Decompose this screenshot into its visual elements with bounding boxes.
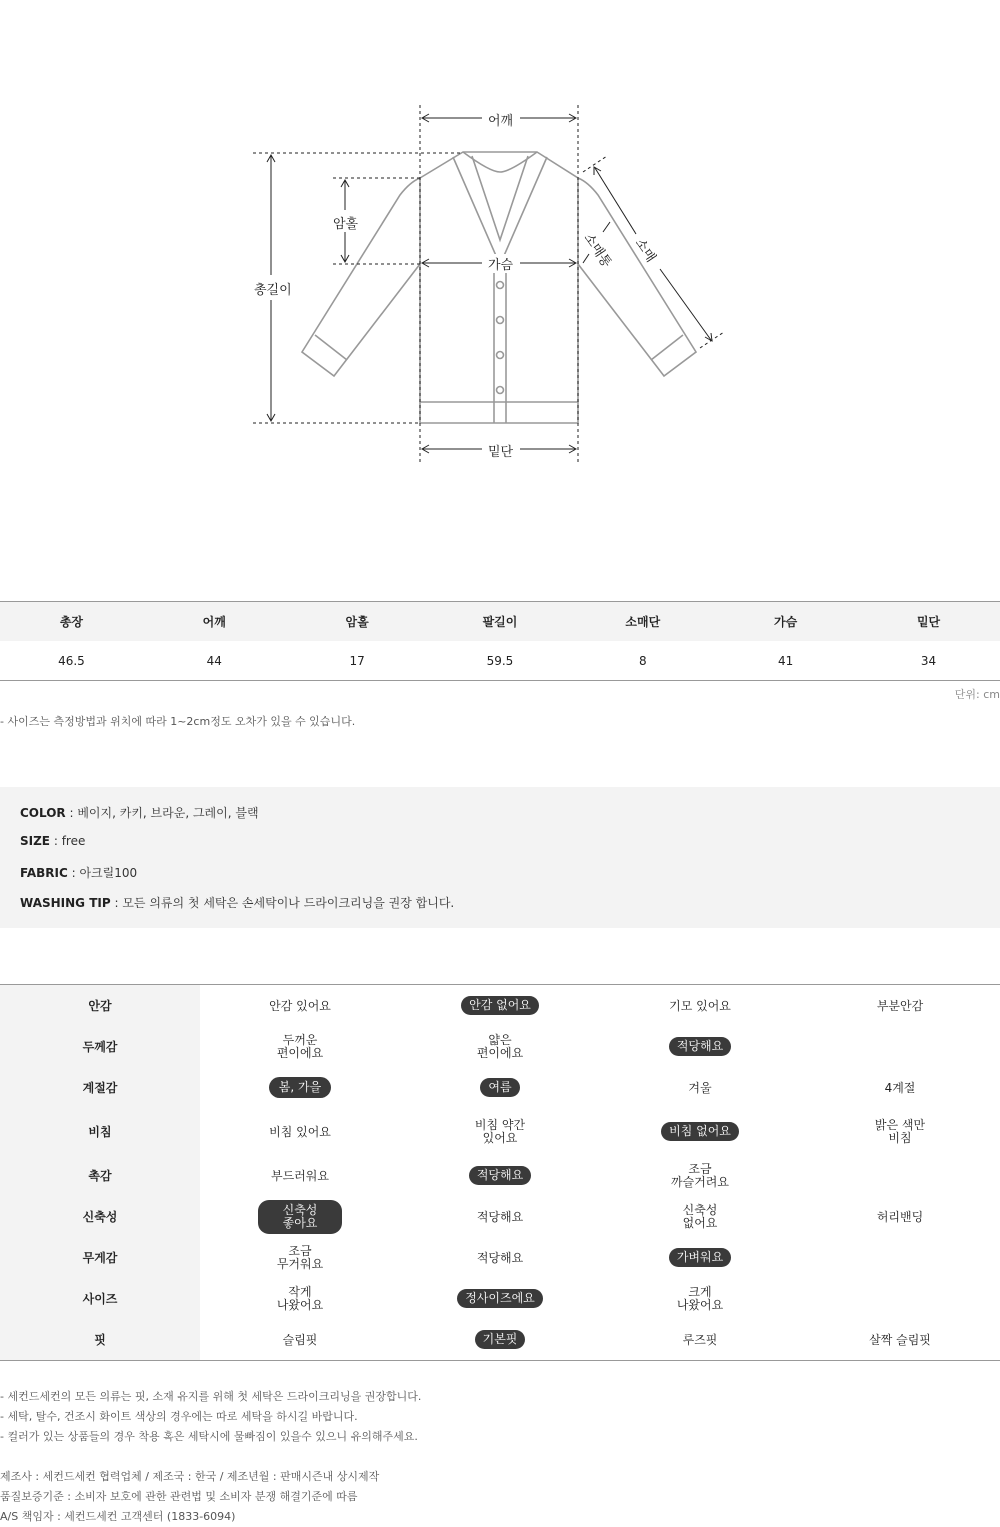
size-table — [0, 601, 1000, 681]
feature-cell — [800, 1108, 1000, 1155]
feature-option: 얇은 편이에요 — [476, 1032, 524, 1060]
feature-row — [0, 1026, 1000, 1067]
feature-option: 신축성 없어요 — [682, 1202, 718, 1230]
feature-row — [0, 1278, 1000, 1319]
size-label: SIZE — [20, 834, 51, 848]
feature-cell — [200, 1237, 400, 1278]
feature-option: 안감 있어요 — [269, 998, 331, 1013]
label-hem: 밑단 — [486, 441, 515, 460]
feature-option: 밝은 색만 비침 — [874, 1117, 926, 1145]
footer-note: - 컬러가 있는 상품들의 경우 착용 혹은 세탁시에 물빠짐이 있을수 있으니 유의해주세요. — [0, 1430, 418, 1443]
feature-row — [0, 1067, 1000, 1108]
feature-option-selected: 봄, 가을 — [269, 1077, 331, 1098]
feature-cell — [400, 1278, 600, 1319]
feature-cell — [200, 1196, 400, 1237]
feature-option: 살짝 슬림핏 — [869, 1332, 931, 1347]
feature-cell — [600, 1026, 800, 1067]
feature-row — [0, 1237, 1000, 1278]
feature-cell — [400, 1196, 600, 1237]
feature-option-selected: 가벼워요 — [669, 1248, 731, 1267]
feature-cell — [800, 1237, 1000, 1278]
feature-row — [0, 985, 1000, 1027]
feature-option: 루즈핏 — [682, 1332, 718, 1347]
feature-cell — [400, 1026, 600, 1067]
cardigan-illustration-icon — [0, 0, 1000, 560]
feature-cell — [200, 1155, 400, 1196]
feature-cell — [600, 1319, 800, 1361]
label-chest: 가슴 — [486, 254, 515, 273]
feature-cell — [400, 985, 600, 1027]
size-table-row — [0, 641, 1000, 681]
feature-table — [0, 984, 1000, 1361]
feature-option: 허리밴딩 — [876, 1209, 924, 1224]
feature-label: 비침 — [0, 1108, 200, 1155]
size-value: 17 — [286, 641, 429, 681]
feature-option: 슬림핏 — [282, 1332, 318, 1347]
size-header: 암홀 — [286, 602, 429, 642]
size-value: 44 — [143, 641, 286, 681]
feature-label: 안감 — [0, 985, 200, 1027]
feature-option-selected: 여름 — [480, 1078, 519, 1097]
feature-cell — [600, 985, 800, 1027]
feature-cell — [400, 1319, 600, 1361]
feature-cell — [200, 1067, 400, 1108]
feature-option: 기모 있어요 — [669, 998, 731, 1013]
feature-option: 4계절 — [884, 1080, 916, 1095]
size-value: 41 — [714, 641, 857, 681]
feature-cell — [200, 1278, 400, 1319]
color-value: : 베이지, 카키, 브라운, 그레이, 블랙 — [65, 806, 259, 820]
feature-label: 촉감 — [0, 1155, 200, 1196]
feature-row — [0, 1108, 1000, 1155]
feature-cell — [600, 1067, 800, 1108]
feature-cell — [800, 1319, 1000, 1361]
label-total-length: 총길이 — [252, 279, 294, 298]
fabric-value: : 아크릴100 — [67, 866, 138, 880]
washing-label: WASHING TIP — [20, 896, 111, 910]
feature-option-selected: 정사이즈에요 — [457, 1289, 543, 1308]
label-sleeve-cuff: 소매통 — [580, 230, 614, 271]
feature-cell — [800, 1155, 1000, 1196]
feature-label: 핏 — [0, 1319, 200, 1361]
feature-cell — [600, 1196, 800, 1237]
feature-option: 적당해요 — [476, 1209, 524, 1224]
feature-cell — [400, 1108, 600, 1155]
footer-note: - 세탁, 탈수, 건조시 화이트 색상의 경우에는 따로 세탁을 하시길 바랍니다. — [0, 1410, 358, 1423]
fabric-row — [20, 864, 137, 881]
feature-option: 크게 나왔어요 — [676, 1284, 724, 1312]
size-value: 59.5 — [429, 641, 572, 681]
feature-option-selected: 기본핏 — [475, 1330, 526, 1349]
fabric-label: FABRIC — [20, 866, 68, 880]
size-diagram — [0, 0, 1000, 560]
feature-label: 두께감 — [0, 1026, 200, 1067]
as-info: A/S 책임자 : 세컨드세컨 고객센터 (1833-6094) — [0, 1510, 236, 1523]
size-header: 팔길이 — [429, 602, 572, 642]
feature-cell — [800, 985, 1000, 1027]
feature-cell — [400, 1155, 600, 1196]
feature-option: 작게 나왔어요 — [276, 1284, 324, 1312]
feature-option-selected: 적당해요 — [669, 1037, 731, 1056]
color-label: COLOR — [20, 806, 66, 820]
feature-row — [0, 1196, 1000, 1237]
size-header: 어깨 — [143, 602, 286, 642]
label-armhole: 암홀 — [331, 213, 360, 232]
feature-label: 신축성 — [0, 1196, 200, 1237]
feature-cell — [200, 1108, 400, 1155]
washing-value: : 모든 의류의 첫 세탁은 손세탁이나 드라이크리닝을 권장 합니다. — [110, 896, 455, 910]
feature-cell — [200, 985, 400, 1027]
size-header: 밑단 — [857, 602, 1000, 642]
size-note: - 사이즈는 측정방법과 위치에 따라 1~2cm정도 오차가 있을 수 있습니다. — [0, 715, 356, 728]
feature-label: 계절감 — [0, 1067, 200, 1108]
feature-cell — [600, 1237, 800, 1278]
feature-label: 사이즈 — [0, 1278, 200, 1319]
feature-option-selected: 비침 없어요 — [661, 1122, 739, 1141]
label-sleeve: 소매 — [631, 236, 659, 266]
washing-row — [20, 894, 454, 911]
warranty-info: 품질보증기준 : 소비자 보호에 관한 관련법 및 소비자 분쟁 해결기준에 따름 — [0, 1490, 358, 1503]
size-value: 34 — [857, 641, 1000, 681]
feature-cell — [200, 1026, 400, 1067]
feature-option: 두꺼운 편이에요 — [276, 1032, 324, 1060]
feature-option: 적당해요 — [476, 1250, 524, 1265]
feature-cell — [800, 1026, 1000, 1067]
size-header: 소매단 — [571, 602, 714, 642]
color-row — [20, 804, 259, 821]
feature-option: 비침 있어요 — [269, 1124, 331, 1139]
size-value: : free — [50, 834, 86, 848]
feature-cell — [400, 1067, 600, 1108]
feature-option: 겨울 — [688, 1080, 712, 1095]
size-row — [20, 834, 85, 848]
feature-option: 비침 약간 있어요 — [474, 1117, 526, 1145]
feature-option: 조금 까슬거려요 — [671, 1161, 729, 1189]
size-value: 46.5 — [0, 641, 143, 681]
feature-row — [0, 1155, 1000, 1196]
size-header: 총장 — [0, 602, 143, 642]
feature-option: 부드러워요 — [271, 1168, 329, 1183]
label-shoulder: 어깨 — [486, 110, 515, 129]
feature-option-selected: 적당해요 — [469, 1166, 531, 1185]
feature-option-selected: 신축성 좋아요 — [258, 1200, 342, 1234]
feature-cell — [400, 1237, 600, 1278]
feature-cell — [800, 1067, 1000, 1108]
feature-label: 무게감 — [0, 1237, 200, 1278]
product-info — [0, 787, 1000, 928]
feature-cell — [200, 1319, 400, 1361]
unit-label: 단위: cm — [954, 688, 1000, 701]
size-value: 8 — [571, 641, 714, 681]
feature-cell — [800, 1196, 1000, 1237]
maker-info: 제조사 : 세컨드세컨 협력업체 / 제조국 : 한국 / 제조년월 : 판매시즌내 상시제작 — [0, 1470, 380, 1483]
size-header: 가슴 — [714, 602, 857, 642]
feature-option: 부분안감 — [876, 998, 924, 1013]
footer-note: - 세컨드세컨의 모든 의류는 핏, 소재 유지를 위해 첫 세탁은 드라이크리닝을 권장합니다. — [0, 1390, 422, 1403]
feature-option-selected: 안감 없어요 — [461, 996, 539, 1015]
feature-option: 조금 무거워요 — [276, 1243, 324, 1271]
feature-cell — [600, 1278, 800, 1319]
feature-cell — [600, 1108, 800, 1155]
feature-row — [0, 1319, 1000, 1361]
size-table-header — [0, 602, 1000, 642]
feature-cell — [800, 1278, 1000, 1319]
feature-cell — [600, 1155, 800, 1196]
